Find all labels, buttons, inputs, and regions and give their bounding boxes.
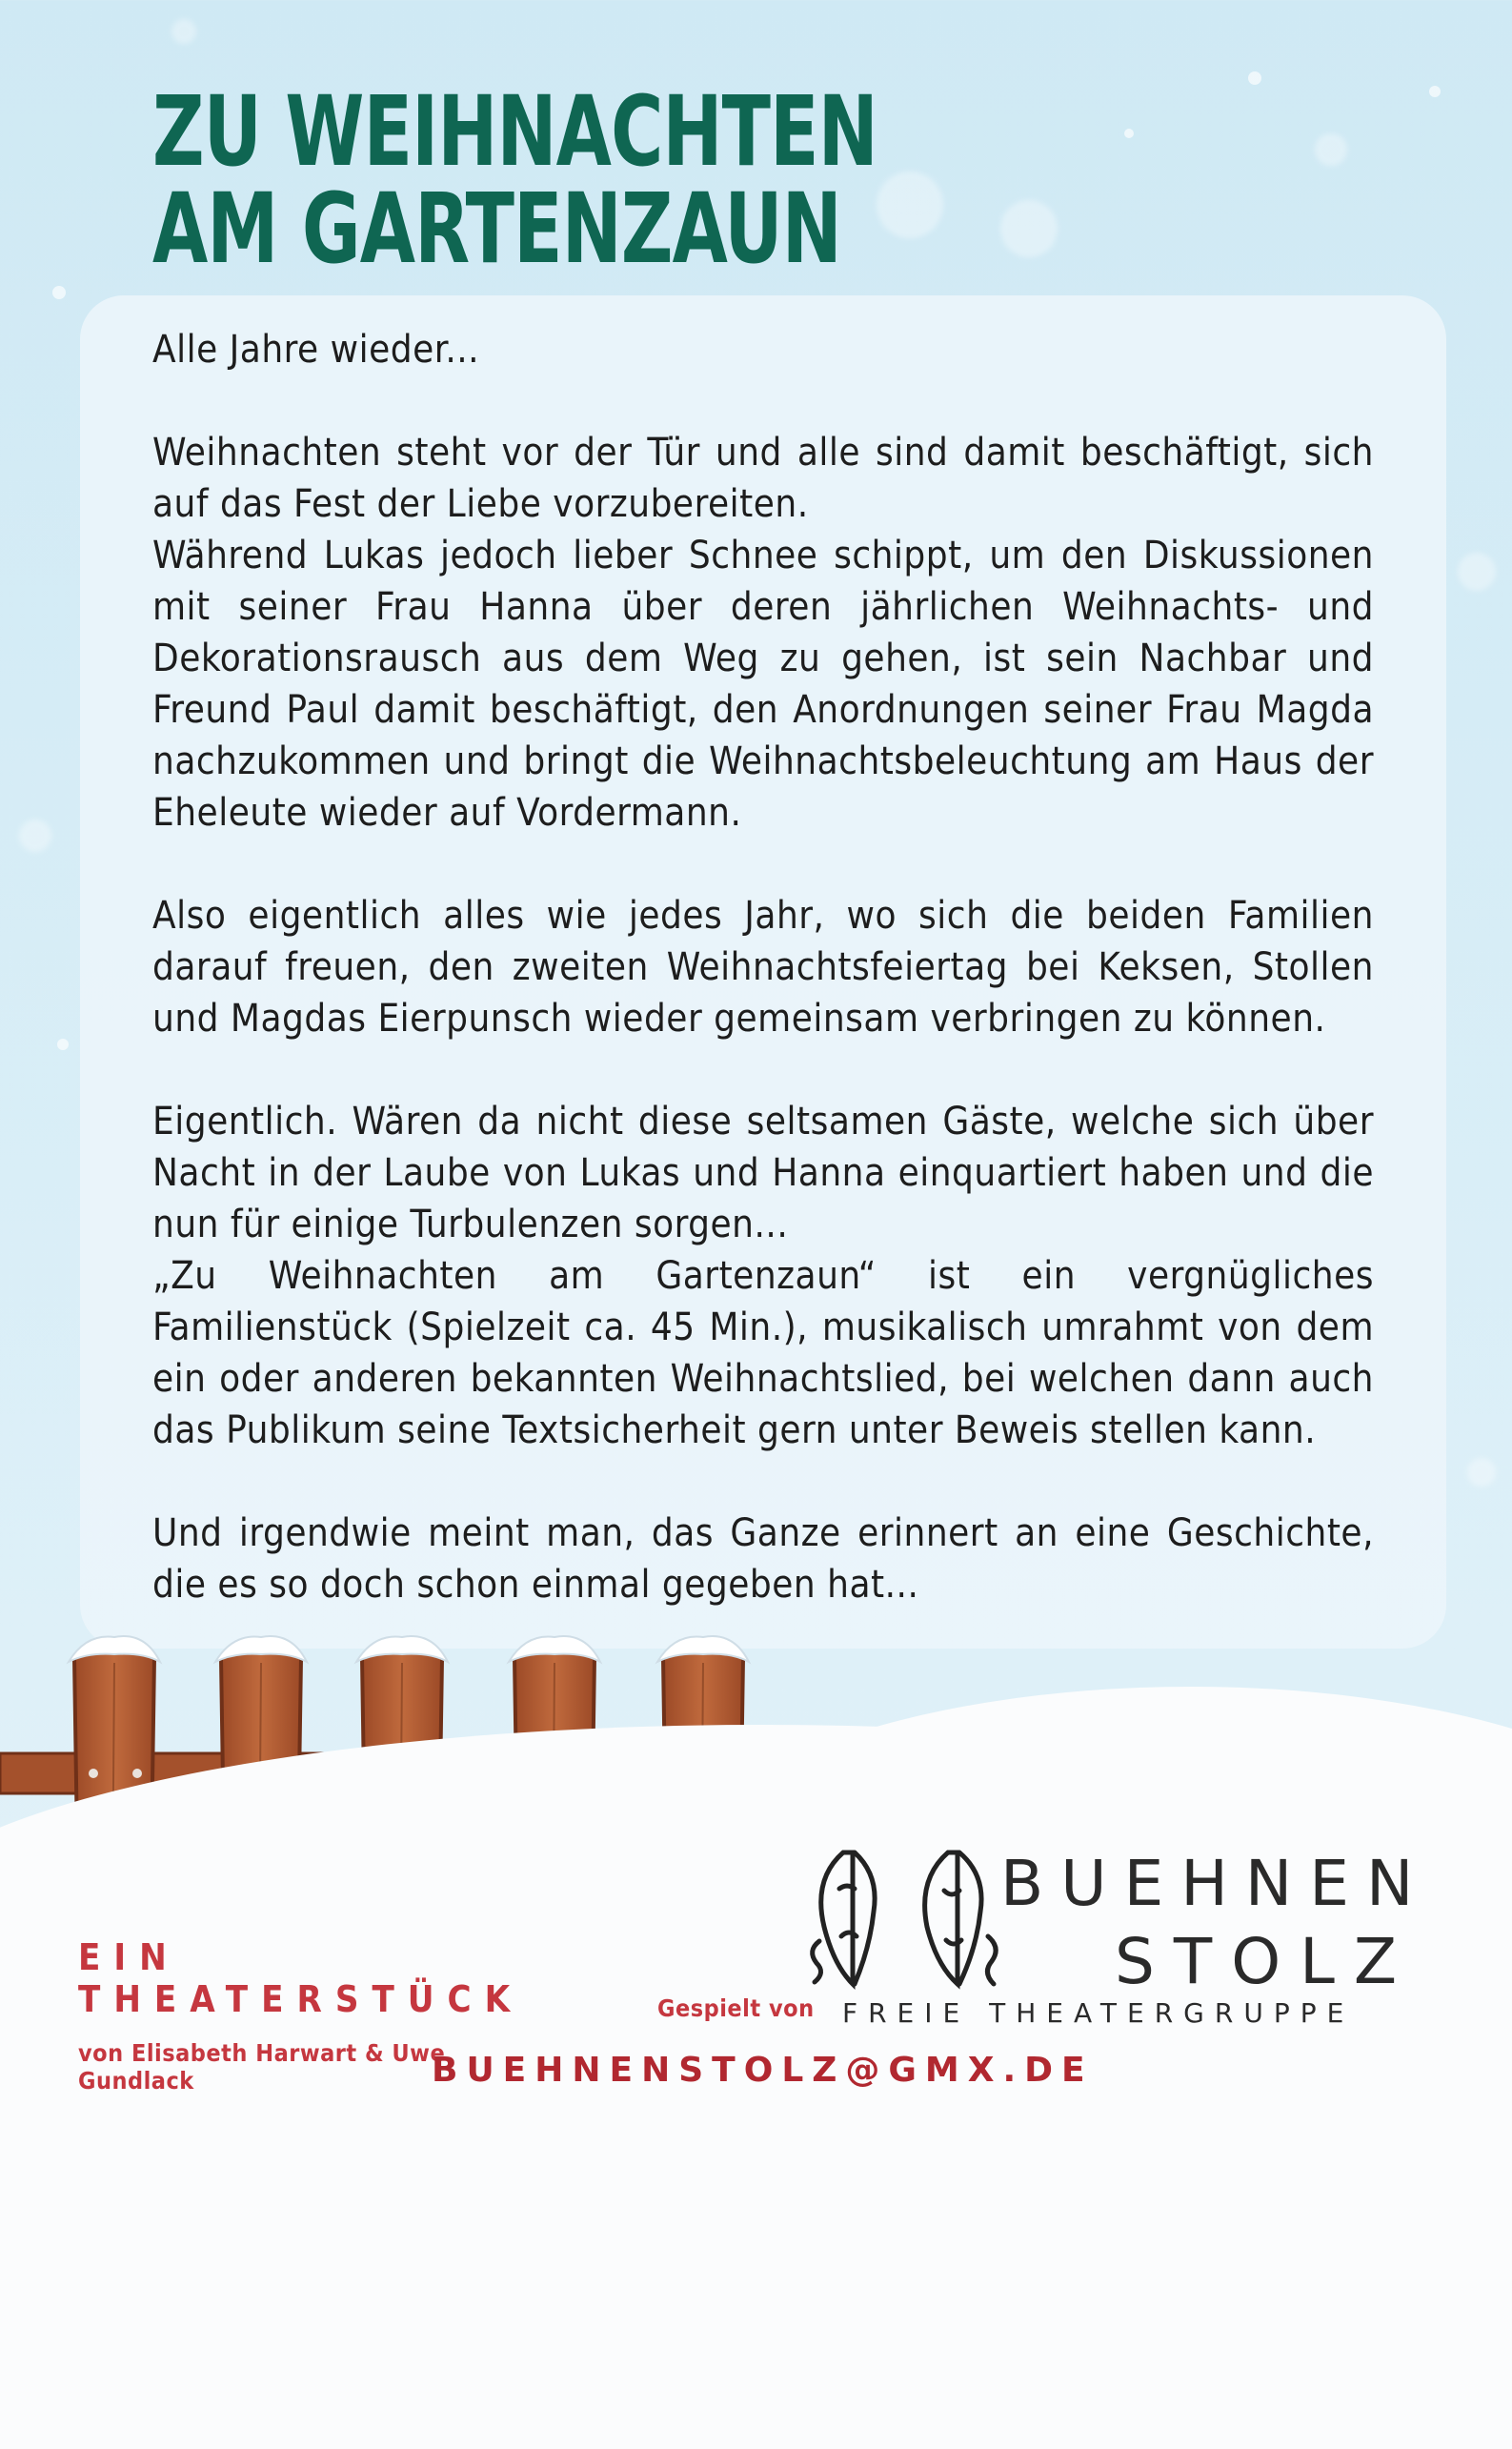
brand-tagline: FREIE THEATERGRUPPE: [842, 1997, 1355, 2029]
snowflake: [57, 1039, 69, 1050]
brand-name-line-2: STOLZ: [1115, 1925, 1417, 1998]
page-title: [152, 75, 877, 286]
contact-email: BUEHNENSTOLZ@GMX.DE: [432, 2051, 1094, 2090]
paragraph-2: Während Lukas jedoch lieber Schnee schippt, um den Diskussionen mit seiner Frau Hanna über deren jährlichen Weihnachts- und Dekorationsrausch aus dem Weg zu gehen, ist sein Nachbar und Freund Paul damit beschäftigt, den Anordnungen seiner Frau Magda nachzukommen und bringt die Weihnachtsbeleuchtung am Haus der Eheleute wieder auf Vordermann.: [152, 534, 1374, 835]
snowflake: [1124, 129, 1134, 138]
intro-paragraph: Alle Jahre wieder...: [152, 328, 480, 372]
snowflake: [1248, 71, 1261, 85]
snowflake: [52, 286, 66, 299]
snowflake: [1467, 1458, 1496, 1487]
brand-name-line-1: BUEHNEN: [1000, 1847, 1431, 1920]
snowflake: [1000, 200, 1058, 257]
snowflake: [19, 820, 51, 852]
snowflake: [1315, 133, 1347, 166]
theater-masks-icon: [805, 1841, 1005, 1994]
snowflake: [1429, 86, 1441, 97]
title-line-1: ZU WEIHNACHTEN: [152, 75, 877, 189]
snowflake: [1458, 553, 1496, 591]
snowflake: [877, 172, 943, 238]
paragraph-5: „Zu Weihnachten am Gartenzaun“ ist ein vergnügliches Familienstück (Spielzeit ca. 45 Min.), musikalisch umrahmt von dem ein oder anderen bekannten Weihnachtslied, bei welchen dann auch das Publikum seine Textsicherheit gern unter Beweis stellen kann.: [152, 1254, 1374, 1452]
description-text: [152, 324, 1374, 1610]
paragraph-4: Eigentlich. Wären da nicht diese seltsamen Gäste, welche sich über Nacht in der Laube von Lukas und Hanna einquartiert haben und die nun für einige Turbulenzen sorgen...: [152, 1100, 1374, 1246]
played-by-label: Gespielt von: [657, 1994, 815, 2022]
snowflake: [171, 19, 196, 44]
title-line-2: AM GARTENZAUN: [152, 172, 841, 286]
play-label: EIN THEATERSTÜCK: [78, 1936, 524, 2020]
authors: von Elisabeth Harwart & Uwe Gundlack: [78, 2039, 446, 2095]
paragraph-gap: [152, 839, 1374, 890]
paragraph-6: Und irgendwie meint man, das Ganze erinnert an eine Geschichte, die es so doch schon einmal gegeben hat...: [152, 1511, 1374, 1607]
paragraph-gap: [152, 375, 1374, 427]
paragraph-gap: [152, 1044, 1374, 1096]
paragraph-gap: [152, 1456, 1374, 1508]
paragraph-1: Weihnachten steht vor der Tür und alle sind damit beschäftigt, sich auf das Fest der Liebe vorzubereiten.: [152, 431, 1374, 526]
paragraph-3: Also eigentlich alles wie jedes Jahr, wo sich die beiden Familien darauf freuen, den zweiten Weihnachtsfeiertag bei Keksen, Stollen und Magdas Eierpunsch wieder gemeinsam verbringen zu können.: [152, 894, 1374, 1041]
